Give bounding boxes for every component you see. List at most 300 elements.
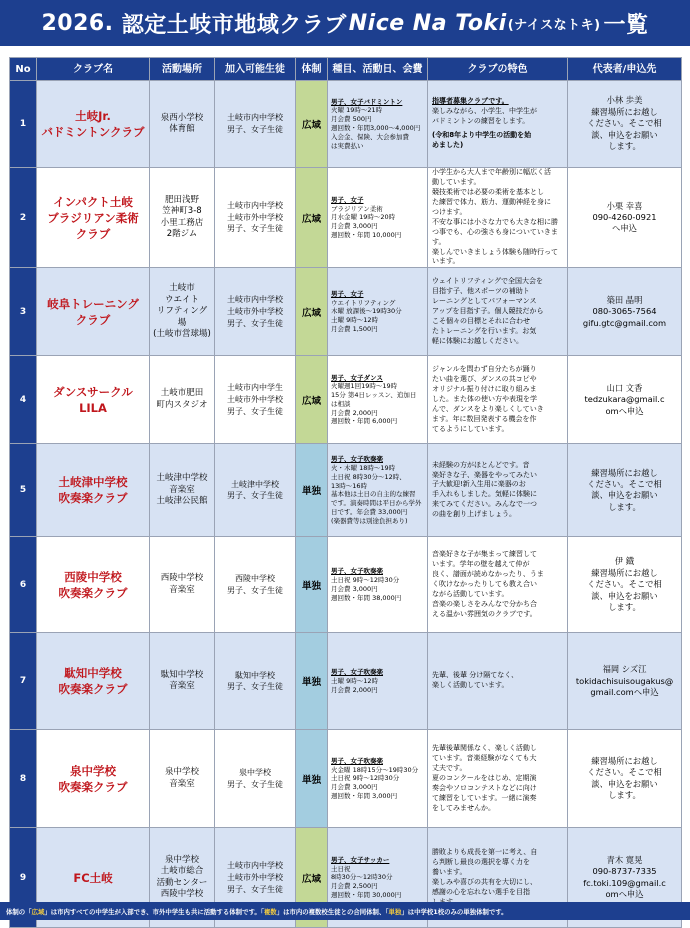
footer-wide-label: 広域 bbox=[31, 907, 45, 916]
representative-line: します。 bbox=[608, 141, 641, 152]
venue bbox=[150, 113, 214, 136]
representative-line: 青木 寛晃 bbox=[606, 855, 643, 865]
venue-line: 泉西小学校 bbox=[160, 112, 204, 123]
representative-cell bbox=[568, 168, 682, 268]
eligible-cell bbox=[215, 268, 296, 356]
representative-cell bbox=[568, 268, 682, 356]
venue-line: 土岐市総合 bbox=[160, 866, 204, 877]
eligible-students bbox=[215, 200, 295, 235]
features-line: 目指す子、他スポーツの補助ト bbox=[432, 287, 530, 296]
eligible-cell bbox=[215, 356, 296, 444]
club-name-cell bbox=[37, 537, 150, 633]
row-number: 8 bbox=[10, 730, 37, 828]
representative-line: へ申込 bbox=[612, 223, 637, 234]
club-name-line: 吹奏楽クラブ bbox=[58, 491, 128, 506]
features bbox=[428, 744, 567, 814]
schedule-line: 月会費 2,500円 bbox=[331, 882, 378, 891]
features-line: つけます。 bbox=[432, 207, 467, 216]
venue-line: 町内スタジオ bbox=[156, 399, 208, 410]
table-row bbox=[10, 537, 682, 633]
eligible-students-line: 土岐市内中学校 bbox=[227, 861, 283, 871]
schedule-line: 土日祝 8時30分～12時、 bbox=[331, 472, 406, 481]
eligible-students-line: 土岐津中学校 bbox=[231, 479, 279, 489]
club-name-line: 土岐津中学校 bbox=[58, 475, 128, 490]
venue-line: 音楽室 bbox=[169, 584, 195, 595]
eligible-cell bbox=[215, 633, 296, 730]
schedule-line: 男子、女子吹奏楽 bbox=[331, 668, 383, 677]
eligible-students-line: 男子、女子生徒 bbox=[227, 884, 283, 894]
representative-line: します。 bbox=[608, 790, 641, 801]
features-line: 音楽の楽しさをみんなで分かち合 bbox=[432, 599, 537, 608]
representative-line: omへ申込 bbox=[605, 889, 644, 900]
eligible-cell bbox=[215, 81, 296, 168]
schedule-line: 土日祝 9時～12時30分 bbox=[331, 774, 400, 783]
venue-cell bbox=[150, 537, 215, 633]
venue bbox=[150, 195, 214, 241]
schedule-cell bbox=[328, 268, 428, 356]
footer-joint-label: 複数 bbox=[263, 907, 277, 916]
col-no: No bbox=[10, 58, 37, 81]
features-line: つ事でも、心の強さも身についていきます。 bbox=[432, 227, 558, 246]
schedule-line: 8時30分～12時30分 bbox=[331, 873, 393, 882]
schedule-line: 月会費 3,000円 bbox=[331, 222, 378, 231]
features-line: 動しています。 bbox=[432, 177, 481, 186]
schedule-line: 男子、女子サッカー bbox=[331, 855, 390, 864]
row-number: 5 bbox=[10, 444, 37, 537]
schedule-line: 男子、女子吹奏楽 bbox=[331, 567, 383, 576]
club-name bbox=[37, 384, 149, 416]
schedule-line: 男子、女子ダンス bbox=[331, 373, 383, 382]
venue-line: 土岐市 bbox=[169, 283, 195, 294]
features-line: ながら活動しています。 bbox=[432, 589, 509, 598]
col-venue: 活動場所 bbox=[150, 58, 215, 81]
schedule-cell bbox=[328, 356, 428, 444]
features bbox=[428, 550, 567, 620]
club-name bbox=[37, 474, 149, 506]
category-label: 単独 bbox=[301, 580, 321, 592]
representative-line: 練習場所にお越し bbox=[591, 567, 658, 578]
eligible-students-line: 男子、女子生徒 bbox=[227, 125, 283, 134]
schedule-line: 土曜 9時～12時 bbox=[331, 316, 378, 325]
club-name-line: インパクト土岐 bbox=[53, 194, 133, 209]
schedule bbox=[328, 374, 427, 427]
representative-cell bbox=[568, 633, 682, 730]
features-line: 楽しみや喜びの共有を大切にし、 bbox=[432, 877, 537, 886]
representative bbox=[568, 468, 681, 514]
features-line: レーニングとしてパフォーマンス bbox=[432, 296, 537, 305]
col-club-name: クラブ名 bbox=[37, 58, 150, 81]
venue-cell bbox=[150, 633, 215, 730]
club-table bbox=[9, 57, 682, 928]
table-body bbox=[10, 81, 682, 928]
venue-line: 小里工務店 bbox=[160, 217, 204, 228]
features-line: 競技柔術では必要の柔術を基本とし bbox=[432, 187, 544, 196]
eligible-students bbox=[215, 767, 295, 790]
schedule-line: 月会費 1,500円 bbox=[331, 325, 378, 334]
schedule-line: 火曜 19時～21時 bbox=[331, 106, 383, 115]
venue-cell bbox=[150, 81, 215, 168]
representative-line: 練習場所にお越し bbox=[591, 467, 658, 478]
venue-line: ウエイト bbox=[164, 294, 199, 305]
representative-line: 080-3065-7564 bbox=[592, 306, 657, 317]
representative-line: ください。そこで相 bbox=[587, 478, 662, 489]
representative-line: 山口 文香 bbox=[606, 382, 643, 393]
representative-cell bbox=[568, 730, 682, 828]
schedule-cell bbox=[328, 168, 428, 268]
features-line: 子大歓迎!新入生用に楽器のお bbox=[432, 480, 526, 489]
features bbox=[428, 848, 567, 908]
category-badge bbox=[296, 268, 328, 356]
row-number: 2 bbox=[10, 168, 37, 268]
club-name-line: FC土岐 bbox=[73, 870, 113, 885]
category-label: 広域 bbox=[301, 395, 321, 407]
row-number: 3 bbox=[10, 268, 37, 356]
schedule-line: 週回数・年間 3,000円 bbox=[331, 792, 398, 801]
features-line: 楽好きな子、楽器をやってみたい bbox=[432, 470, 537, 479]
row-number: 7 bbox=[10, 633, 37, 730]
schedule-line: 週回数・年間 10,000円 bbox=[331, 230, 402, 239]
eligible-students-line: 土岐市内中学校 bbox=[227, 113, 283, 123]
table-row bbox=[10, 444, 682, 537]
club-name-line: LILA bbox=[79, 400, 107, 415]
schedule bbox=[328, 290, 427, 334]
schedule-line: 月水金曜 19時～20時 bbox=[331, 213, 396, 222]
title-main: 認定土岐市地域クラブ bbox=[121, 12, 347, 38]
representative-line: 談、申込をお願い bbox=[591, 129, 658, 140]
eligible-students-line: 西陵中学校 bbox=[235, 574, 275, 584]
venue-line: 音楽室 bbox=[169, 681, 195, 692]
representative-line: 090-8737-7335 bbox=[592, 866, 657, 877]
venue bbox=[150, 767, 214, 790]
representative-cell bbox=[568, 444, 682, 537]
venue bbox=[150, 670, 214, 693]
eligible-students-line: 土岐市内中学校 bbox=[227, 201, 283, 211]
eligible-students bbox=[215, 294, 295, 329]
eligible-students bbox=[215, 479, 295, 502]
features bbox=[428, 671, 567, 691]
features-line: います。学年の壁を越えて仲が bbox=[432, 560, 530, 569]
representative-line: tokidachisuisougakus@ bbox=[575, 675, 674, 686]
venue-cell bbox=[150, 730, 215, 828]
features-line: 先輩、後輩 分け隔てなく、 bbox=[432, 671, 519, 680]
schedule bbox=[328, 668, 427, 694]
representative-line: 伊 鐡 bbox=[614, 556, 635, 567]
schedule-line: 男子、女子 bbox=[331, 195, 364, 204]
row-number: 9 bbox=[10, 828, 37, 928]
venue-line: 土岐市肥田 bbox=[160, 388, 204, 399]
schedule-line: 週回数・年間 6,000円 bbox=[331, 417, 398, 426]
features-line: た練習で体力、筋力、運動神経を身に bbox=[432, 197, 551, 206]
schedule-line: は相談 bbox=[331, 399, 351, 408]
eligible-cell bbox=[215, 730, 296, 828]
venue-line: リフティング bbox=[156, 306, 208, 317]
schedule-line: 入会金、保険、大会参加費 bbox=[331, 132, 409, 141]
table-row bbox=[10, 168, 682, 268]
features-line: 丈夫です。 bbox=[432, 763, 467, 772]
features-line: アップを目指す子。個人競技だから bbox=[432, 306, 544, 315]
venue bbox=[150, 283, 214, 340]
club-name-line: 岐阜トレーニング bbox=[47, 296, 139, 311]
schedule-line: 週回数・年間 30,000円 bbox=[331, 891, 402, 900]
eligible-students-line: 男子、女子生徒 bbox=[227, 682, 283, 692]
representative-line: 福岡 シズ江 bbox=[602, 664, 647, 675]
venue-line: 体育館 bbox=[169, 124, 195, 134]
eligible-students-line: 男子、女子生徒 bbox=[227, 406, 283, 416]
venue bbox=[150, 388, 214, 411]
features-line: こそ個々の目標とそれに合わせ bbox=[432, 316, 530, 325]
venue-cell bbox=[150, 168, 215, 268]
schedule-line: 月会費 2,000円 bbox=[331, 685, 378, 694]
venue-line: 2階ジム bbox=[166, 229, 198, 240]
eligible-students-line: 土岐市内中学生 bbox=[227, 383, 283, 393]
schedule-line: 火・木曜 18時～19時 bbox=[331, 464, 396, 473]
features-line: 軽に体験にお越しください。 bbox=[432, 336, 523, 345]
features-line: オリジナル振り付けに取り組みま bbox=[432, 384, 537, 393]
features-cell bbox=[428, 444, 568, 537]
schedule-line: 週回数・年間3,000～4,000円 bbox=[331, 124, 421, 132]
venue-cell bbox=[150, 356, 215, 444]
category-badge bbox=[296, 168, 328, 268]
schedule-line: 月会費 3,000円 bbox=[331, 584, 378, 593]
schedule-line: 火金曜 18時15分～19時30分 bbox=[331, 765, 419, 774]
club-name-cell bbox=[37, 268, 150, 356]
schedule-line: 週回数・年間 38,000円 bbox=[331, 593, 402, 602]
eligible-cell bbox=[215, 537, 296, 633]
club-name-line: クラブ bbox=[75, 226, 111, 241]
eligible-students-line: 土岐市内中学校 bbox=[227, 295, 283, 305]
row-number: 6 bbox=[10, 537, 37, 633]
features-line: たトレーニングを行います。お気 bbox=[432, 326, 537, 335]
category-badge bbox=[296, 537, 328, 633]
representative-line: gifu.gtc@gmail.com bbox=[582, 317, 667, 328]
representative-line: します。 bbox=[608, 602, 641, 613]
schedule-line: 日です。年会費 33,000円 bbox=[331, 507, 408, 516]
representative-line: tedzukara@gmail.c bbox=[584, 394, 665, 405]
features bbox=[428, 168, 567, 267]
features-note bbox=[432, 131, 563, 151]
schedule bbox=[328, 567, 427, 602]
representative-line: 090-4260-0921 bbox=[592, 211, 657, 222]
representative-line: 小栗 幸喜 bbox=[606, 200, 643, 211]
representative bbox=[568, 95, 681, 152]
table-row bbox=[10, 356, 682, 444]
footer-text-1: 体制の「 bbox=[6, 907, 32, 916]
representative-cell bbox=[568, 356, 682, 444]
footer-single-label: 単独 bbox=[388, 907, 402, 916]
club-name-line: 泉中学校 bbox=[70, 763, 116, 778]
schedule-cell bbox=[328, 81, 428, 168]
schedule-cell bbox=[328, 537, 428, 633]
schedule-line: 男子、女子吹奏楽 bbox=[331, 455, 383, 464]
club-name-line: ブラジリアン柔術 bbox=[47, 210, 139, 225]
schedule-line: 土曜 9時～12時 bbox=[331, 676, 378, 685]
representative bbox=[568, 295, 681, 329]
eligible-students bbox=[215, 670, 295, 693]
features-cell bbox=[428, 81, 568, 168]
club-name bbox=[37, 108, 149, 140]
category-label: 単独 bbox=[301, 774, 321, 786]
category-badge bbox=[296, 730, 328, 828]
schedule-line: 基本他は土日の自主的な練習 bbox=[331, 490, 416, 499]
representative bbox=[568, 556, 681, 613]
schedule-cell bbox=[328, 633, 428, 730]
page-title bbox=[0, 0, 690, 46]
eligible-students-line: 土岐市外中学校 bbox=[227, 212, 283, 222]
features-line: 先輩後輩関係なく、楽しく活動し bbox=[432, 744, 537, 753]
features-line: 感謝の心を忘れない選手を目指 bbox=[432, 887, 530, 896]
features-note-line: めました) bbox=[432, 141, 464, 150]
club-name-cell bbox=[37, 168, 150, 268]
schedule-line: 月会費 500円 bbox=[331, 115, 372, 124]
venue-line: 土岐津公民館 bbox=[156, 496, 208, 507]
features-line: んで、ダンスをより楽しくしていき bbox=[432, 404, 544, 413]
representative-line: gmail.comへ申込 bbox=[590, 687, 659, 698]
table-header bbox=[10, 58, 682, 81]
venue-line: 肥田浅野 bbox=[164, 194, 199, 205]
features bbox=[428, 365, 567, 435]
features bbox=[428, 461, 567, 521]
representative-cell bbox=[568, 81, 682, 168]
club-name bbox=[37, 569, 149, 601]
schedule-line: 月会費 2,000円 bbox=[331, 408, 378, 417]
schedule-line: 男子、女子バドミントン bbox=[331, 97, 403, 106]
features-line: く吹けなかったりしても教え合い bbox=[432, 579, 537, 588]
features-line: ら判断し最良の選択を導く力を bbox=[432, 858, 530, 866]
venue bbox=[150, 573, 214, 596]
schedule-line: 月会費 3,000円 bbox=[331, 783, 378, 792]
representative bbox=[568, 383, 681, 417]
features-line: の曲を創り上げましょう。 bbox=[432, 510, 516, 519]
venue-line: 活動センター bbox=[156, 877, 208, 888]
club-name-line: クラブ bbox=[75, 312, 111, 327]
category-label: 広域 bbox=[301, 307, 321, 319]
col-features: クラブの特色 bbox=[428, 58, 568, 81]
features-line: 来てみてください。みんなで一つ bbox=[432, 500, 537, 509]
eligible-students-line: 土岐市外中学校 bbox=[227, 873, 283, 883]
title-brand: Nice Na Toki bbox=[348, 10, 507, 36]
col-eligible: 加入可能生徒 bbox=[215, 58, 296, 81]
club-name-line: ダンスサークル bbox=[53, 384, 133, 399]
venue bbox=[150, 855, 214, 901]
category-label: 広域 bbox=[301, 873, 321, 885]
col-category: 体制 bbox=[296, 58, 328, 81]
venue-line: 音楽室 bbox=[169, 484, 195, 495]
venue-cell bbox=[150, 444, 215, 537]
representative-line: omへ申込 bbox=[605, 405, 644, 416]
features-cell bbox=[428, 730, 568, 828]
features-line: 楽しく活動しています。 bbox=[432, 681, 509, 690]
features-cell bbox=[428, 633, 568, 730]
schedule-line: 13時～16時 bbox=[331, 481, 368, 490]
features-line: 奏会やソロコンテストなどに向け bbox=[432, 783, 537, 792]
schedule-line: です。演奏時間は平日から学外 bbox=[331, 499, 422, 508]
schedule bbox=[328, 856, 427, 900]
representative-line: 談、申込をお願い bbox=[591, 778, 658, 789]
eligible-students-line: 男子、女子生徒 bbox=[227, 585, 283, 595]
title-kana: (ナイスなトキ) bbox=[507, 17, 601, 33]
features-line: 夏のコンクールをはじめ、定期演 bbox=[432, 773, 537, 782]
features-line: 養います。 bbox=[432, 867, 467, 876]
venue-line: 駄知中学校 bbox=[160, 669, 204, 680]
venue-line: 泉中学校 bbox=[164, 767, 199, 778]
representative-line: 談、申込をお願い bbox=[591, 490, 658, 501]
venue-line: 場 bbox=[177, 317, 187, 328]
features bbox=[428, 277, 567, 347]
representative-line: ください。そこで相 bbox=[587, 767, 662, 778]
venue-line: 西陵中学校 bbox=[160, 889, 204, 900]
features-line: バドミントンの練習をします。 bbox=[432, 116, 530, 125]
representative bbox=[568, 664, 681, 698]
club-name bbox=[37, 194, 149, 242]
schedule-line: (楽器費等は別途負担あり) bbox=[331, 516, 408, 525]
club-name-line: 駄知中学校 bbox=[64, 666, 122, 681]
features-cell bbox=[428, 268, 568, 356]
club-name-cell bbox=[37, 81, 150, 168]
footer-note bbox=[0, 902, 690, 920]
club-name-line: 西陵中学校 bbox=[64, 569, 122, 584]
representative-line: します。 bbox=[608, 501, 641, 512]
category-label: 広域 bbox=[301, 120, 321, 131]
col-schedule: 種目、活動日、会費 bbox=[328, 58, 428, 81]
schedule-line: 15分 第4日レッスン、追加日 bbox=[331, 391, 417, 400]
schedule bbox=[328, 757, 427, 801]
features-line: 未経験の方がほとんどです。音 bbox=[432, 460, 530, 469]
eligible-students bbox=[215, 573, 295, 596]
club-name-line: 吹奏楽クラブ bbox=[58, 682, 128, 697]
features-line: 良く、譜面が読めなかったり、うま bbox=[432, 569, 544, 578]
footer-text-3: 」は市内の複数校生徒との合同体制、「 bbox=[276, 907, 389, 916]
category-label: 広域 bbox=[301, 213, 321, 225]
features-line: 小学生から大人まで年齢別に幅広く活 bbox=[432, 168, 551, 176]
features-cell bbox=[428, 537, 568, 633]
representative-line: 練習場所にお越し bbox=[591, 756, 658, 766]
club-name bbox=[37, 296, 149, 328]
eligible-students-line: 男子、女子生徒 bbox=[227, 224, 283, 234]
features-line: ジャンルを問わず自分たちが踊り bbox=[432, 365, 537, 374]
schedule-line: 土日祝 bbox=[331, 864, 351, 873]
features-line: 不安な事には小さな力でも大きな相に勝 bbox=[432, 217, 558, 226]
schedule-line: 男子、女子 bbox=[331, 289, 364, 298]
eligible-students-line: 男子、女子生徒 bbox=[227, 318, 283, 328]
category-label: 単独 bbox=[301, 677, 321, 689]
club-name bbox=[37, 763, 149, 795]
features-line: した。また体の使い方や表現を学 bbox=[432, 394, 537, 403]
schedule-line: 木曜 放課後～19時30分 bbox=[331, 307, 402, 316]
club-name-cell bbox=[37, 633, 150, 730]
venue-line: (土岐市営球場) bbox=[153, 329, 211, 340]
venue-cell bbox=[150, 268, 215, 356]
representative-line: 小林 歩美 bbox=[606, 95, 643, 106]
schedule bbox=[328, 98, 427, 151]
eligible-students bbox=[215, 112, 295, 135]
features-line: をしてみませんか。 bbox=[432, 803, 495, 812]
footer-text-2: 」は市内すべての中学生が入部でき、市外中学生も共に活動する体制です。「 bbox=[44, 907, 264, 916]
eligible-students-line: 男子、女子生徒 bbox=[227, 491, 283, 501]
eligible-students bbox=[215, 382, 295, 417]
venue-line: 西陵中学校 bbox=[160, 573, 204, 584]
representative bbox=[568, 201, 681, 235]
eligible-students-line: 土岐市外中学校 bbox=[227, 307, 283, 317]
features bbox=[428, 97, 567, 152]
col-representative: 代表者/申込先 bbox=[568, 58, 682, 81]
category-badge bbox=[296, 81, 328, 168]
venue-line: 笠神町3-8 bbox=[162, 206, 202, 217]
club-name bbox=[37, 870, 149, 886]
schedule-line: は実費払い bbox=[331, 141, 364, 150]
title-suffix: 一覧 bbox=[603, 12, 649, 38]
club-name bbox=[37, 665, 149, 697]
features-line: ています。音楽経験がなくても大 bbox=[432, 754, 537, 763]
